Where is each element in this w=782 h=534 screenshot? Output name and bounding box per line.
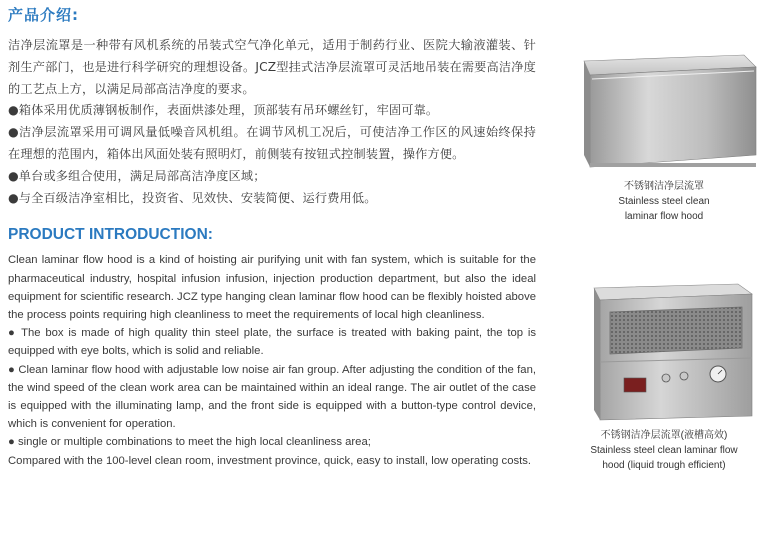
en-paragraph-combination: ● single or multiple combinations to meet the high local cleanliness area;	[8, 436, 371, 449]
laminar-hood-image	[566, 45, 762, 175]
figure-1-caption-cn: 不锈钢洁净层流罩	[624, 181, 704, 192]
figure-1-caption-en-line-1: Stainless steel clean	[618, 196, 710, 207]
cn-title: 产品介绍:	[8, 6, 79, 24]
product-figure-2	[566, 282, 762, 473]
en-paragraph-comparison: Compared with the 100-level clean room, investment province, quick, easy to install, low operating costs.	[8, 454, 532, 467]
figure-1-caption-en-line-2: laminar flow hood	[624, 211, 704, 222]
laminar-hood-liquid-trough-image	[566, 274, 762, 424]
cn-paragraph-box: ●箱体采用优质薄钢板制作，表面烘漆处理，顶部装有吊环螺丝钉，牢固可靠。	[8, 103, 439, 118]
text-column	[8, 4, 536, 470]
en-paragraph-box: ● The box is made of high quality thin steel plate, the surface is treated with baking paint, the top is equipped with eye bolts, which is solid and reliable.	[8, 327, 536, 358]
cn-paragraph-fan: ●洁净层流罩采用可调风量低噪音风机组。在调节风机工况后，可使洁净工作区的风速始终保持在理想的范围内，箱体出风面处装有照明灯，前侧装有按钮式控制装置，操作方便。	[8, 125, 536, 161]
product-figure-1	[566, 45, 762, 224]
figure-2-caption-en-line-2: hood (liquid trough efficient)	[602, 460, 726, 471]
figure-2-caption-en-line-1: Stainless steel clean laminar flow	[590, 445, 738, 456]
cn-paragraph-comparison: ●与全百级洁净室相比，投资省、见效快、安装简便、运行费用低。	[8, 190, 377, 205]
en-paragraph-intro: Clean laminar flow hood is a kind of hoisting air purifying unit with fan system, which is suitable for the pharmaceutical industry, hospital infusion infusion, injection production department, but also the ideal equipment for scientific research. JCZ type hanging clean laminar flow hood can be flexibly hoisted above the process points requiring high cleanliness to meet the requirements of local high cleanliness.	[8, 254, 536, 321]
cn-paragraph-intro: 洁净层流罩是一种带有风机系统的吊装式空气净化单元，适用于制药行业、医院大输液灌装、针剂生产部门，也是进行科学研究的理想设备。JCZ型挂式洁净层流罩可灵活地吊装在需要高洁净度的工艺点上方，以满足局部高洁净度的要求。	[8, 38, 536, 96]
cn-paragraph-combination: ●单台或多组合使用，满足局部高洁净度区域；	[8, 168, 266, 183]
en-paragraph-fan: ● Clean laminar flow hood with adjustable low noise air fan group. After adjusting the condition of the fan, the wind speed of the clean work area can be maintained within an ideal range. The air outlet of the case is equipped with the illuminating lamp, and the front side is equipped with a button-type control device, which is convenient for operation.	[8, 363, 536, 431]
figure-2-caption-cn: 不锈钢洁净层流罩(液槽高效)	[600, 430, 728, 441]
en-title: PRODUCT INTRODUCTION:	[8, 226, 213, 244]
